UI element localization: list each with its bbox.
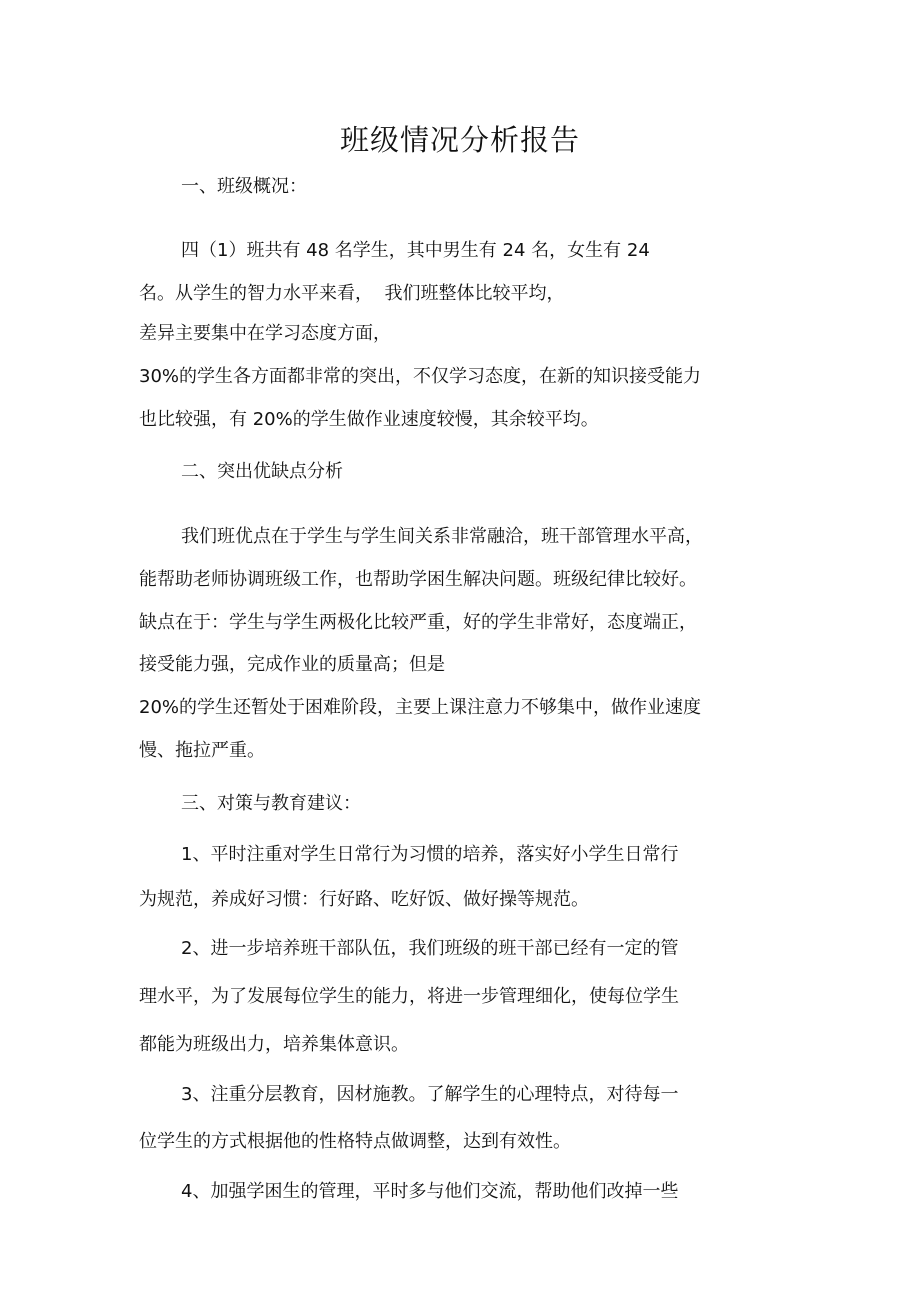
paragraph-line: 能帮助老师协调班级工作，也帮助学困生解决问题。班级纪律比较好。 [139,569,697,590]
section-heading-overview: 一、班级概况： [181,176,307,197]
list-item-line: 4、加强学困生的管理，平时多与他们交流，帮助他们改掉一些 [181,1181,679,1202]
paragraph-line: 我们班优点在于学生与学生间关系非常融洽，班干部管理水平高， [181,526,703,547]
paragraph-line: 四（1）班共有 48 名学生，其中男生有 24 名，女生有 24 [181,240,650,261]
list-item-line: 理水平，为了发展每位学生的能力，将进一步管理细化，使每位学生 [139,986,679,1007]
paragraph-line: 差异主要集中在学习态度方面， [139,323,391,344]
list-item-line: 2、进一步培养班干部队伍，我们班级的班干部已经有一定的管 [181,938,679,959]
section-heading-analysis: 二、突出优缺点分析 [181,461,343,482]
list-item-line: 1、平时注重对学生日常行为习惯的培养，落实好小学生日常行 [181,844,679,865]
document-title: 班级情况分析报告 [339,123,580,157]
paragraph-line: 也比较强，有 20%的学生做作业速度较慢，其余较平均。 [139,409,599,430]
paragraph-line: 30%的学生各方面都非常的突出，不仅学习态度，在新的知识接受能力 [139,366,702,387]
list-item-line: 都能为班级出力，培养集体意识。 [139,1034,409,1055]
list-item-line: 位学生的方式根据他的性格特点做调整，达到有效性。 [139,1131,571,1152]
list-item-line: 为规范，养成好习惯：行好路、吃好饭、做好操等规范。 [139,889,589,910]
section-heading-suggestions: 三、对策与教育建议： [181,793,361,814]
paragraph-line: 缺点在于：学生与学生两极化比较严重，好的学生非常好，态度端正， [139,612,697,633]
paragraph-line: 接受能力强，完成作业的质量高；但是 [139,654,445,675]
paragraph-line: 名。从学生的智力水平来看， 我们班整体比较平均， [139,283,565,304]
paragraph-line: 20%的学生还暂处于困难阶段，主要上课注意力不够集中，做作业速度 [139,697,702,718]
list-item-line: 3、注重分层教育，因材施教。了解学生的心理特点，对待每一 [181,1084,679,1105]
paragraph-line: 慢、拖拉严重。 [139,740,265,761]
